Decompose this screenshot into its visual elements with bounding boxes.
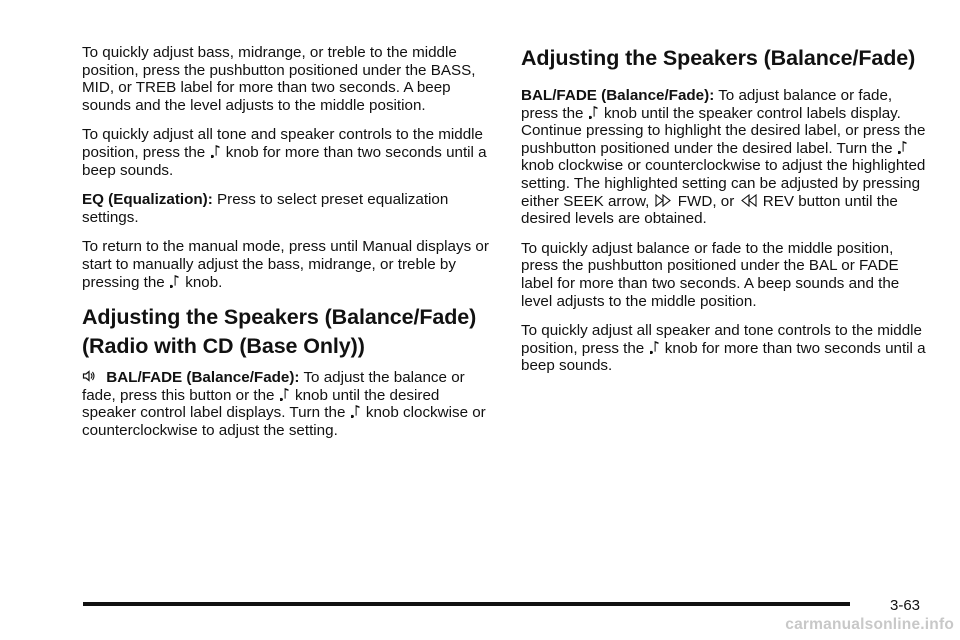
page-number: 3-63 — [890, 597, 921, 614]
text-span: knob for more than two seconds until a beep sounds. — [82, 143, 487, 179]
speaker-tone-reset-paragraph — [521, 322, 931, 375]
text-span: knob until the speaker control labels display. Continue pressing to highlight the desired label, or press the pushbutton positioned under the desired label. Turn the — [521, 104, 926, 157]
text-span: To adjust balance or fade, press the — [521, 87, 893, 122]
music-note-knob-icon — [170, 274, 179, 288]
balance-reset-paragraph: To quickly adjust balance or fade to the middle position, press the pushbutton positioned under the BAL or FADE label for more than two seconds. A beep sounds and the level adjusts to the middle position. — [521, 239, 900, 310]
music-note-knob-icon — [280, 387, 289, 401]
text-span: REV button until the desired levels are obtained. — [521, 192, 898, 228]
text-span: knob clockwise or counterclockwise to adjust the highlighted setting. The highlighted setting can be adjusted by pressing either SEEK arrow, — [521, 157, 926, 210]
eq-paragraph — [82, 191, 494, 226]
bal-fade-base-paragraph — [82, 369, 494, 439]
text-span: FWD, or — [677, 192, 735, 210]
watermark: carmanualsonline.info — [785, 616, 954, 633]
bal-fade-term: BAL/FADE (Balance/Fade): — [521, 87, 715, 104]
bal-fade-term: BAL/FADE (Balance/Fade): — [106, 369, 300, 387]
right-column — [521, 44, 931, 387]
music-note-knob-icon — [211, 144, 220, 158]
left-column — [82, 44, 494, 452]
music-note-knob-icon — [589, 105, 598, 119]
seek-reverse-icon — [740, 194, 757, 207]
speaker-balance-icon — [82, 369, 96, 383]
bass-mid-treb-paragraph: To quickly adjust bass, midrange, or treble to the middle position, press the pushbutton positioned under the BASS, MID, or TREB label for more than two seconds. A beep sounds and the level adjusts to the middle position. — [82, 44, 476, 114]
eq-term: EQ (Equalization): — [82, 191, 213, 209]
music-note-knob-icon — [351, 404, 360, 418]
text-span: To return to the manual mode, press until Manual displays or start to manually adjust the bass, midrange, or treble by pressing the — [82, 238, 489, 291]
text-span: knob for more than two seconds until a beep sounds. — [521, 339, 926, 375]
text-span: knob clockwise or counterclockwise to adjust the setting. — [82, 404, 486, 439]
section-heading-balance-fade: Adjusting the Speakers (Balance/Fade) — [521, 46, 916, 70]
music-note-knob-icon — [650, 340, 659, 354]
section-heading-base-cd: Adjusting the Speakers (Balance/Fade) (Radio with CD (Base Only)) — [82, 305, 477, 359]
bal-fade-paragraph — [521, 87, 931, 228]
seek-forward-icon — [655, 194, 672, 207]
text-span: To quickly adjust all speaker and tone controls to the middle position, press the — [521, 322, 923, 357]
text-span: To adjust the balance or fade, press this button or the — [82, 369, 465, 404]
text-span: knob until the desired speaker control label displays. Turn the — [82, 386, 440, 422]
music-note-knob-icon — [898, 140, 907, 154]
manual-mode-paragraph — [82, 238, 494, 291]
text-span: Press to select preset equalization settings. — [82, 191, 449, 226]
tone-reset-paragraph — [82, 126, 494, 179]
text-span: To quickly adjust all tone and speaker controls to the middle position, press the — [82, 126, 484, 161]
footer-rule — [83, 602, 850, 606]
text-span: knob. — [185, 273, 223, 291]
